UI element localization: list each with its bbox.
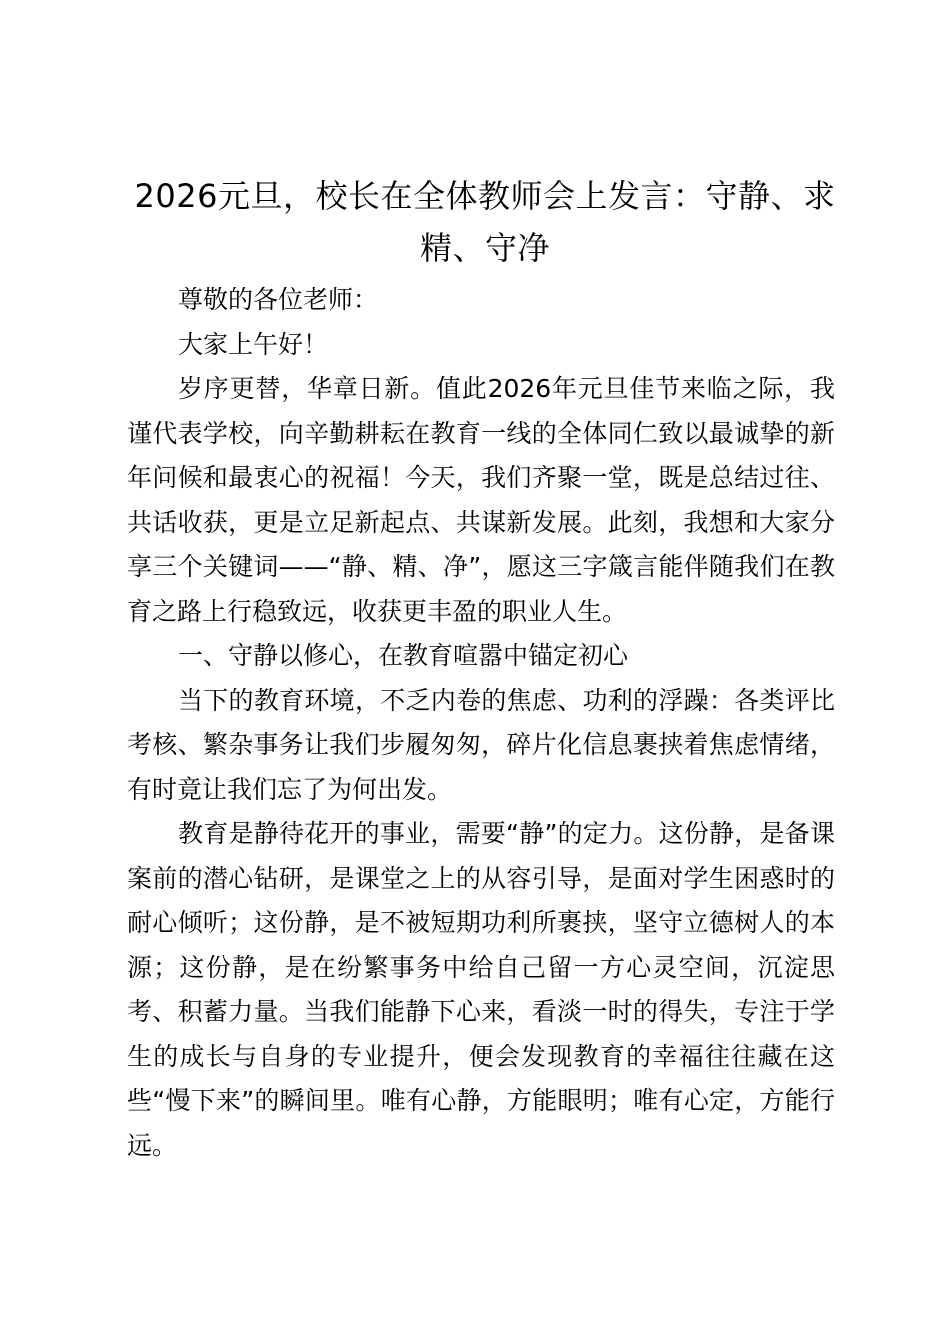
- paragraph-context: 当下的教育环境，不乏内卷的焦虑、功利的浮躁：各类评比考核、繁杂事务让我们步履匆匆，碎片化信息裹挟着焦虑情绪，有时竟让我们忘了为何出发。: [127, 685, 835, 804]
- document-body: [127, 278, 835, 1168]
- document-title: 2026元旦，校长在全体教师会上发言：守静、求精、守净: [134, 177, 836, 267]
- paragraph-quiet: 教育是静待花开的事业，需要“静”的定力。这份静，是备课案前的潜心钻研，是课堂之上的从容引导，是面对学生困惑时的耐心倾听；这份静，是不被短期功利所裹挟，坚守立德树人的本源；这份静，是在纷繁事务中给自己留一方心灵空间，沉淀思考、积蓄力量。当我们能静下心来，看淡一时的得失，专注于学生的成长与自身的专业提升，便会发现教育的幸福往往藏在这些“慢下来”的瞬间里。唯有心静，方能眼明；唯有心定，方能行远。: [127, 819, 835, 1160]
- salutation: 尊敬的各位老师：: [178, 285, 379, 314]
- greeting: 大家上午好！: [178, 329, 329, 359]
- section-heading-1: 一、守静以修心，在教育喧嚣中锚定初心: [178, 641, 629, 670]
- paragraph-intro: 岁序更替，华章日新。值此2026年元旦佳节来临之际，我谨代表学校，向辛勤耕耘在教育一线的全体同仁致以最诚挚的新年问候和最衷心的祝福！今天，我们齐聚一堂，既是总结过往、共话收获，更是立足新起点、共谋新发展。此刻，我想和大家分享三个关键词——“静、精、净”，愿这三字箴言能伴随我们在教育之路上行稳致远，收获更丰盈的职业人生。: [127, 374, 835, 626]
